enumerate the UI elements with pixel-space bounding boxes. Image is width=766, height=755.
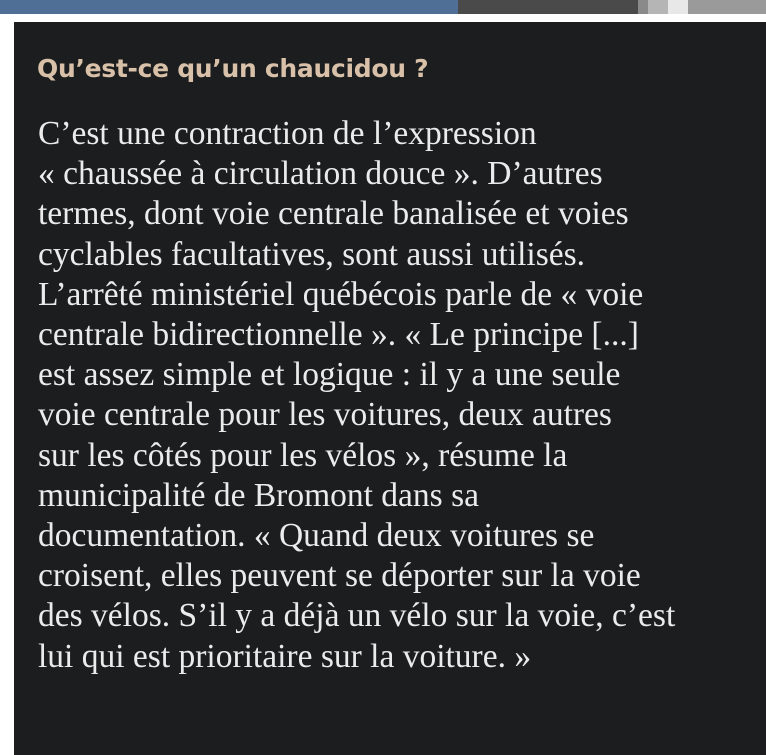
strip-segment-white (668, 0, 688, 14)
info-box-title: Qu’est-ce qu’un chaucidou ? (37, 54, 429, 83)
body-line: L’arrêté ministériel québécois parle de « voie (38, 275, 644, 313)
body-line: voie centrale pour les voitures, deux autres (38, 396, 612, 434)
body-line: est assez simple et logique : il y a une seule (38, 356, 621, 394)
body-line: lui qui est prioritaire sur la voiture. » (38, 637, 532, 675)
strip-segment-dark (458, 0, 638, 14)
strip-segment-blue (0, 0, 458, 14)
body-line: cyclables facultatives, sont aussi utilisés. (38, 235, 586, 273)
body-line: croisent, elles peuvent se déporter sur la voie (38, 557, 641, 595)
body-line: municipalité de Bromont dans sa (38, 476, 479, 514)
strip-segment-gray (638, 0, 648, 14)
info-box-body (38, 114, 738, 677)
body-line: C’est une contraction de l’expression (38, 115, 537, 152)
body-line: centrale bidirectionnelle ». « Le principe [...] (38, 316, 639, 354)
top-color-strip (0, 0, 766, 14)
strip-segment-light-gray (648, 0, 668, 14)
info-box-panel (14, 22, 766, 755)
body-line: sur les côtés pour les vélos », résume la (38, 436, 568, 474)
strip-segment-gray-end (688, 0, 766, 14)
body-line: « chaussée à circulation douce ». D’autres (38, 155, 603, 193)
body-line: des vélos. S’il y a déjà un vélo sur la voie, c’est (38, 597, 676, 635)
body-line: documentation. « Quand deux voitures se (38, 517, 595, 555)
body-line: termes, dont voie centrale banalisée et voies (38, 195, 629, 233)
